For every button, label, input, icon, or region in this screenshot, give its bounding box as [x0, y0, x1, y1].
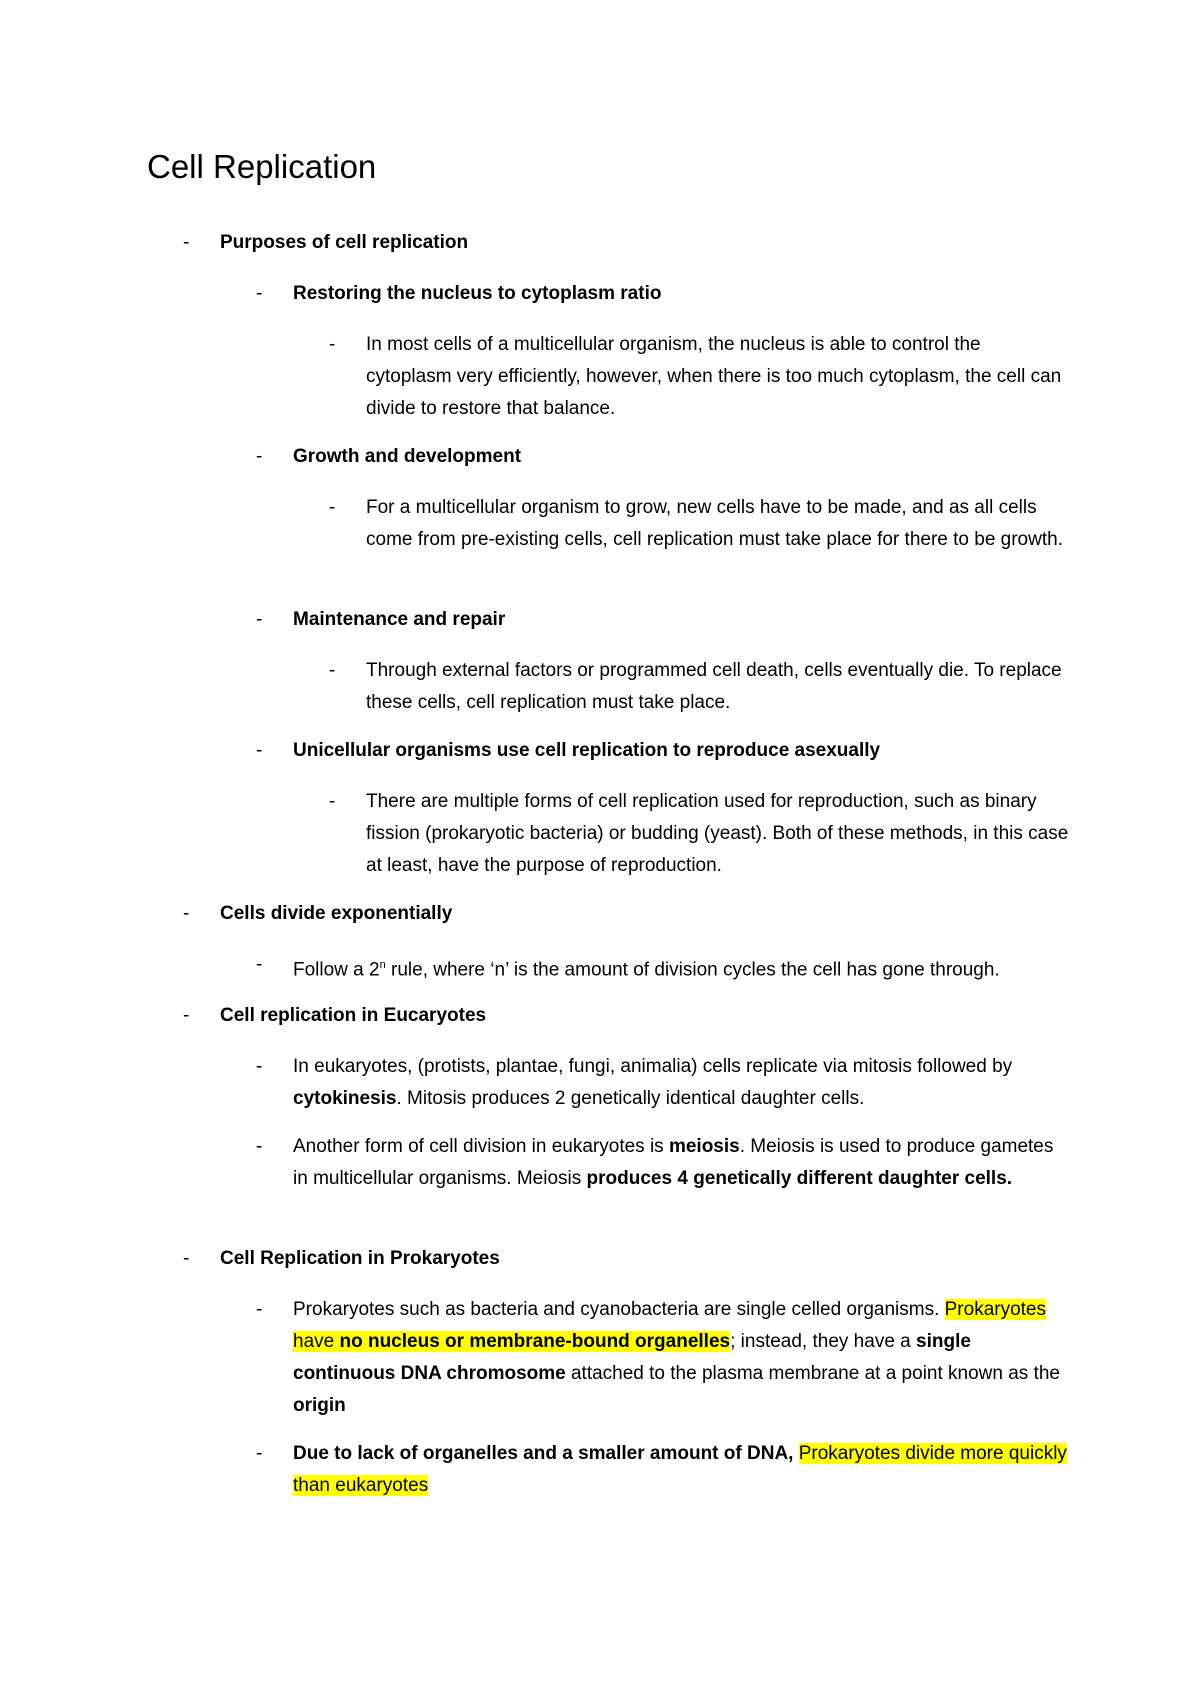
bold-text: Maintenance and repair — [293, 609, 506, 630]
bullet-dash: - — [256, 609, 263, 630]
list-item-level-2 — [256, 1051, 1070, 1115]
bold-text: Restoring the nucleus to cytoplasm ratio — [293, 283, 662, 304]
body-text: In most cells of a multicellular organism, the nucleus is able to control the cytoplasm very efficiently, however, when there is too much cytoplasm, the cell can divide to restore that balance. — [366, 334, 1062, 419]
body-text: Another form of cell division in eukaryotes is — [293, 1136, 669, 1157]
body-text: . Mitosis produces 2 genetically identical daughter cells. — [396, 1088, 865, 1109]
list-item-level-2 — [256, 278, 1070, 310]
body-text: attached to the plasma membrane at a point known as the — [565, 1363, 1060, 1384]
bold-text: Due to lack of organelles and a smaller amount of DNA, — [293, 1443, 799, 1464]
list-item-level-3 — [329, 492, 1070, 556]
bullet-dash: - — [256, 1136, 263, 1157]
list-item-level-2 — [256, 604, 1070, 636]
bold-text: single continuous DNA chromosome — [293, 1331, 971, 1384]
bold-text: origin — [293, 1395, 346, 1416]
body-text: ; instead, they have a — [730, 1331, 917, 1352]
body-text: For a multicellular organism to grow, new cells have to be made, and as all cells come from pre-existing cells, cell replication must take place for there to be growth. — [366, 497, 1063, 550]
bullet-dash: - — [256, 1056, 263, 1077]
bold-text: Purposes of cell replication — [220, 232, 469, 253]
bullet-dash: - — [256, 740, 263, 761]
list-item-level-3 — [329, 786, 1070, 882]
body-text: There are multiple forms of cell replication used for reproduction, such as binary fission (prokaryotic bacteria) or budding (yeast). Both of these methods, in this case at least, have the purpose of reproduction. — [366, 791, 1069, 876]
bullet-dash: - — [256, 283, 263, 304]
bullet-dash: - — [256, 446, 263, 467]
bold-text: Cell replication in Eucaryotes — [220, 1005, 487, 1026]
body-text: In eukaryotes, (protists, plantae, fungi, animalia) cells replicate via mitosis followed by — [293, 1056, 1013, 1077]
bullet-dash: - — [329, 791, 336, 812]
bullet-dash: - — [329, 334, 336, 355]
bullet-dash: - — [256, 1299, 263, 1320]
list-item-level-2 — [256, 1294, 1070, 1422]
highlighted-text: Prokaryotes have — [293, 1299, 1046, 1352]
list-item-level-1 — [183, 1000, 1070, 1032]
list-item-level-2 — [256, 949, 1070, 986]
bullet-dash: - — [256, 1443, 263, 1464]
page-title: Cell Replication — [147, 148, 377, 185]
list-item-level-1 — [183, 1243, 1070, 1275]
bold-text: meiosis — [668, 1136, 740, 1157]
bold-text: Cells divide exponentially — [220, 903, 453, 924]
list-item-level-2 — [256, 735, 1070, 767]
bullet-dash: - — [183, 903, 190, 924]
body-text: Prokaryotes such as bacteria and cyanobacteria are single celled organisms. — [293, 1299, 945, 1320]
body-text: . Meiosis is used to produce gametes in multicellular organisms. Meiosis — [293, 1136, 1054, 1189]
list-item-level-1 — [183, 227, 1070, 259]
bullet-dash: - — [329, 497, 336, 518]
bullet-dash: - — [329, 660, 336, 681]
list-item-level-1 — [183, 898, 1070, 930]
bold-text: Growth and development — [293, 446, 522, 467]
list-item-level-3 — [329, 655, 1070, 719]
body-text: Follow a 2 — [293, 959, 380, 981]
highlighted-text: Prokaryotes divide more quickly than eukaryotes — [293, 1443, 1067, 1496]
bold-text: cytokinesis — [293, 1088, 397, 1109]
body-text: Through external factors or programmed cell death, cells eventually die. To replace these cells, cell replication must take place. — [366, 660, 1062, 713]
bold-text: Cell Replication in Prokaryotes — [220, 1248, 500, 1269]
body-text: n — [379, 959, 386, 971]
bold-text: Unicellular organisms use cell replication to reproduce asexually — [293, 740, 881, 761]
list-item-level-2 — [256, 1131, 1070, 1195]
list-item-level-3 — [329, 329, 1070, 425]
list-item-level-2 — [256, 1438, 1070, 1502]
list-item-level-2 — [256, 441, 1070, 473]
body-text: rule, where ‘n’ is the amount of division cycles the cell has gone through. — [385, 959, 1000, 981]
bullet-dash: - — [183, 1005, 190, 1026]
bullet-dash: - — [256, 954, 263, 975]
bullet-dash: - — [183, 232, 190, 253]
bold-text: produces 4 genetically different daughter cells. — [586, 1168, 1013, 1189]
highlighted-text: no nucleus or membrane-bound organelles — [339, 1331, 731, 1352]
bullet-dash: - — [183, 1248, 190, 1269]
